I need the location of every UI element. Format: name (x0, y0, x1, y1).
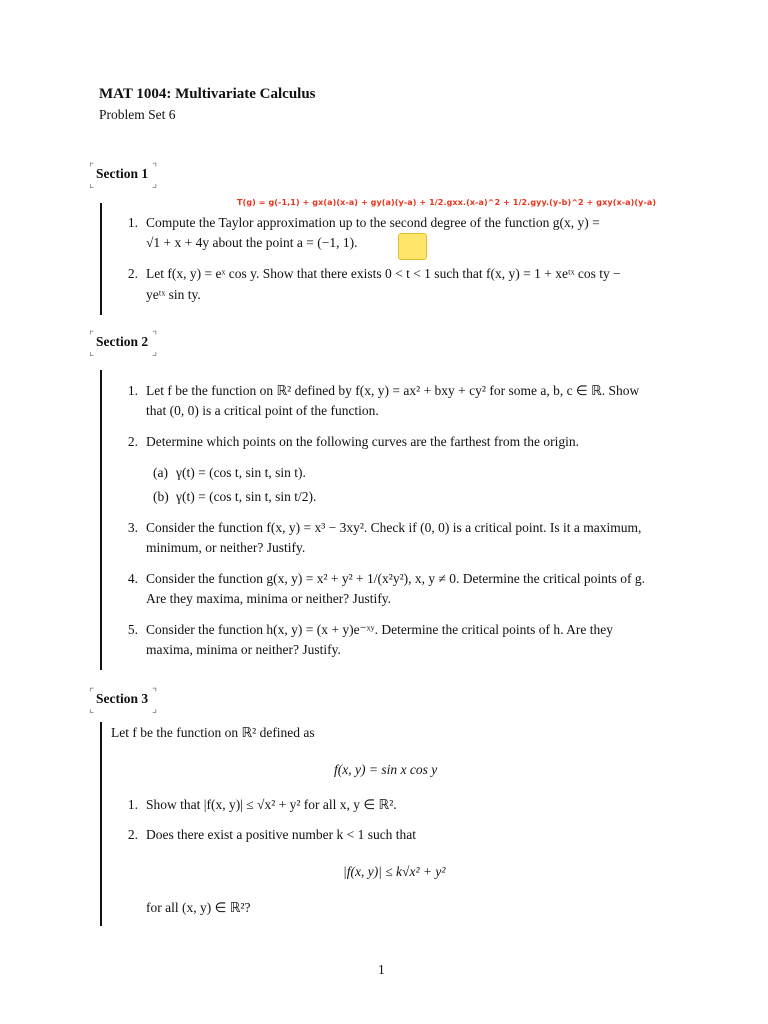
section-heading-bracket-open: ⌜ (89, 161, 95, 174)
s3-problem-2-line1: Does there exist a positive number k < 1 such that (146, 827, 417, 842)
section-3-margin-bar (100, 722, 102, 926)
s2-problem-4-line2: Are they maxima, minima or neither? Justify. (146, 591, 392, 606)
s3-display-equation-1: f(x, y) = sin x cos y (334, 762, 438, 777)
section-1-margin-bar (100, 203, 102, 315)
section-heading-bracket-open-bottom: ⌞ (89, 177, 95, 190)
s2-problem-1-line2: that (0, 0) is a critical point of the function. (146, 403, 379, 418)
section-heading-bracket-close-bottom: ⌟ (152, 702, 158, 715)
section-heading-bracket-close: ⌝ (152, 161, 158, 174)
s2-problem-1-line1: Let f be the function on ℝ² defined by f(x, y) = ax² + bxy + cy² for some a, b, c ∈ ℝ. Show (146, 383, 640, 398)
s2-problem-2-line1: Determine which points on the following curves are the farthest from the origin. (146, 434, 580, 449)
s3-display-equation-2: |f(x, y)| ≤ k√x² + y² (343, 864, 446, 879)
document-subtitle: Problem Set 6 (99, 107, 176, 122)
document-title: MAT 1004: Multivariate Calculus (99, 86, 316, 102)
s2-problem-5-number: 5. (127, 622, 138, 637)
s3-closing: for all (x, y) ∈ ℝ²? (146, 900, 251, 915)
section-heading-bracket-close-bottom: ⌟ (152, 177, 158, 190)
section-heading-bracket-open-bottom: ⌞ (89, 345, 95, 358)
section-2-margin-bar (100, 370, 102, 670)
section-3-heading: Section 3 (96, 691, 149, 706)
section-heading-bracket-close: ⌝ (152, 686, 158, 699)
s2-problem-3-number: 3. (127, 520, 138, 535)
s3-problem-2-number: 2. (127, 827, 138, 842)
section-heading-bracket-open-bottom: ⌞ (89, 702, 95, 715)
s3-problem-1-number: 1. (127, 797, 138, 812)
s2-subitem-b-text: γ(t) = (cos t, sin t, sin t/2). (176, 489, 317, 504)
s2-subitem-b-label: (b) (153, 489, 169, 504)
section-2-heading: Section 2 (96, 334, 149, 349)
s2-problem-5-line2: maxima, minima or neither? Justify. (146, 642, 341, 657)
page-number: 1 (378, 962, 385, 977)
sticky-note-icon[interactable] (398, 233, 427, 260)
s2-subitem-a-label: (a) (153, 465, 168, 480)
section-heading-bracket-open: ⌜ (89, 686, 95, 699)
s1-problem-2-number: 2. (127, 266, 138, 281)
section-heading-bracket-open: ⌜ (89, 329, 95, 342)
s2-problem-5-line1: Consider the function h(x, y) = (x + y)e⁻ˣʸ. Determine the critical points of h. Are they (146, 622, 614, 637)
s1-problem-1-number: 1. (127, 215, 138, 230)
handwritten-annotation: T(g) = g(-1,1) + gx(a)(x-a) + gy(a)(y-a) + 1/2.gxx.(x-a)^2 + 1/2.gyy.(y-b)^2 + gxy(x-a)(y-a) (237, 198, 657, 207)
s1-problem-2-line1: Let f(x, y) = eˣ cos y. Show that there exists 0 < t < 1 such that f(x, y) = 1 + xeᵗˣ cos ty − (146, 266, 621, 281)
s1-problem-1-line1: Compute the Taylor approximation up to the second degree of the function g(x, y) = (146, 215, 600, 230)
s2-problem-1-number: 1. (127, 383, 138, 398)
s1-problem-2-line2: yeᵗˣ sin ty. (146, 287, 201, 302)
section-1-heading: Section 1 (96, 166, 149, 181)
s2-problem-3-line1: Consider the function f(x, y) = x³ − 3xy². Check if (0, 0) is a critical point. Is it a maximum, (146, 520, 642, 535)
s2-subitem-a-text: γ(t) = (cos t, sin t, sin t). (176, 465, 306, 480)
s2-problem-4-number: 4. (127, 571, 138, 586)
s2-problem-4-line1: Consider the function g(x, y) = x² + y² + 1/(x²y²), x, y ≠ 0. Determine the critical points of g. (146, 571, 645, 586)
s2-problem-3-line2: minimum, or neither? Justify. (146, 540, 306, 555)
s1-problem-1-line2: √1 + x + 4y about the point a = (−1, 1). (146, 235, 358, 250)
section-heading-bracket-close-bottom: ⌟ (152, 345, 158, 358)
s3-problem-1-line1: Show that |f(x, y)| ≤ √x² + y² for all x, y ∈ ℝ². (146, 797, 397, 812)
section-heading-bracket-close: ⌝ (152, 329, 158, 342)
s3-intro: Let f be the function on ℝ² defined as (111, 725, 315, 740)
s2-problem-2-number: 2. (127, 434, 138, 449)
